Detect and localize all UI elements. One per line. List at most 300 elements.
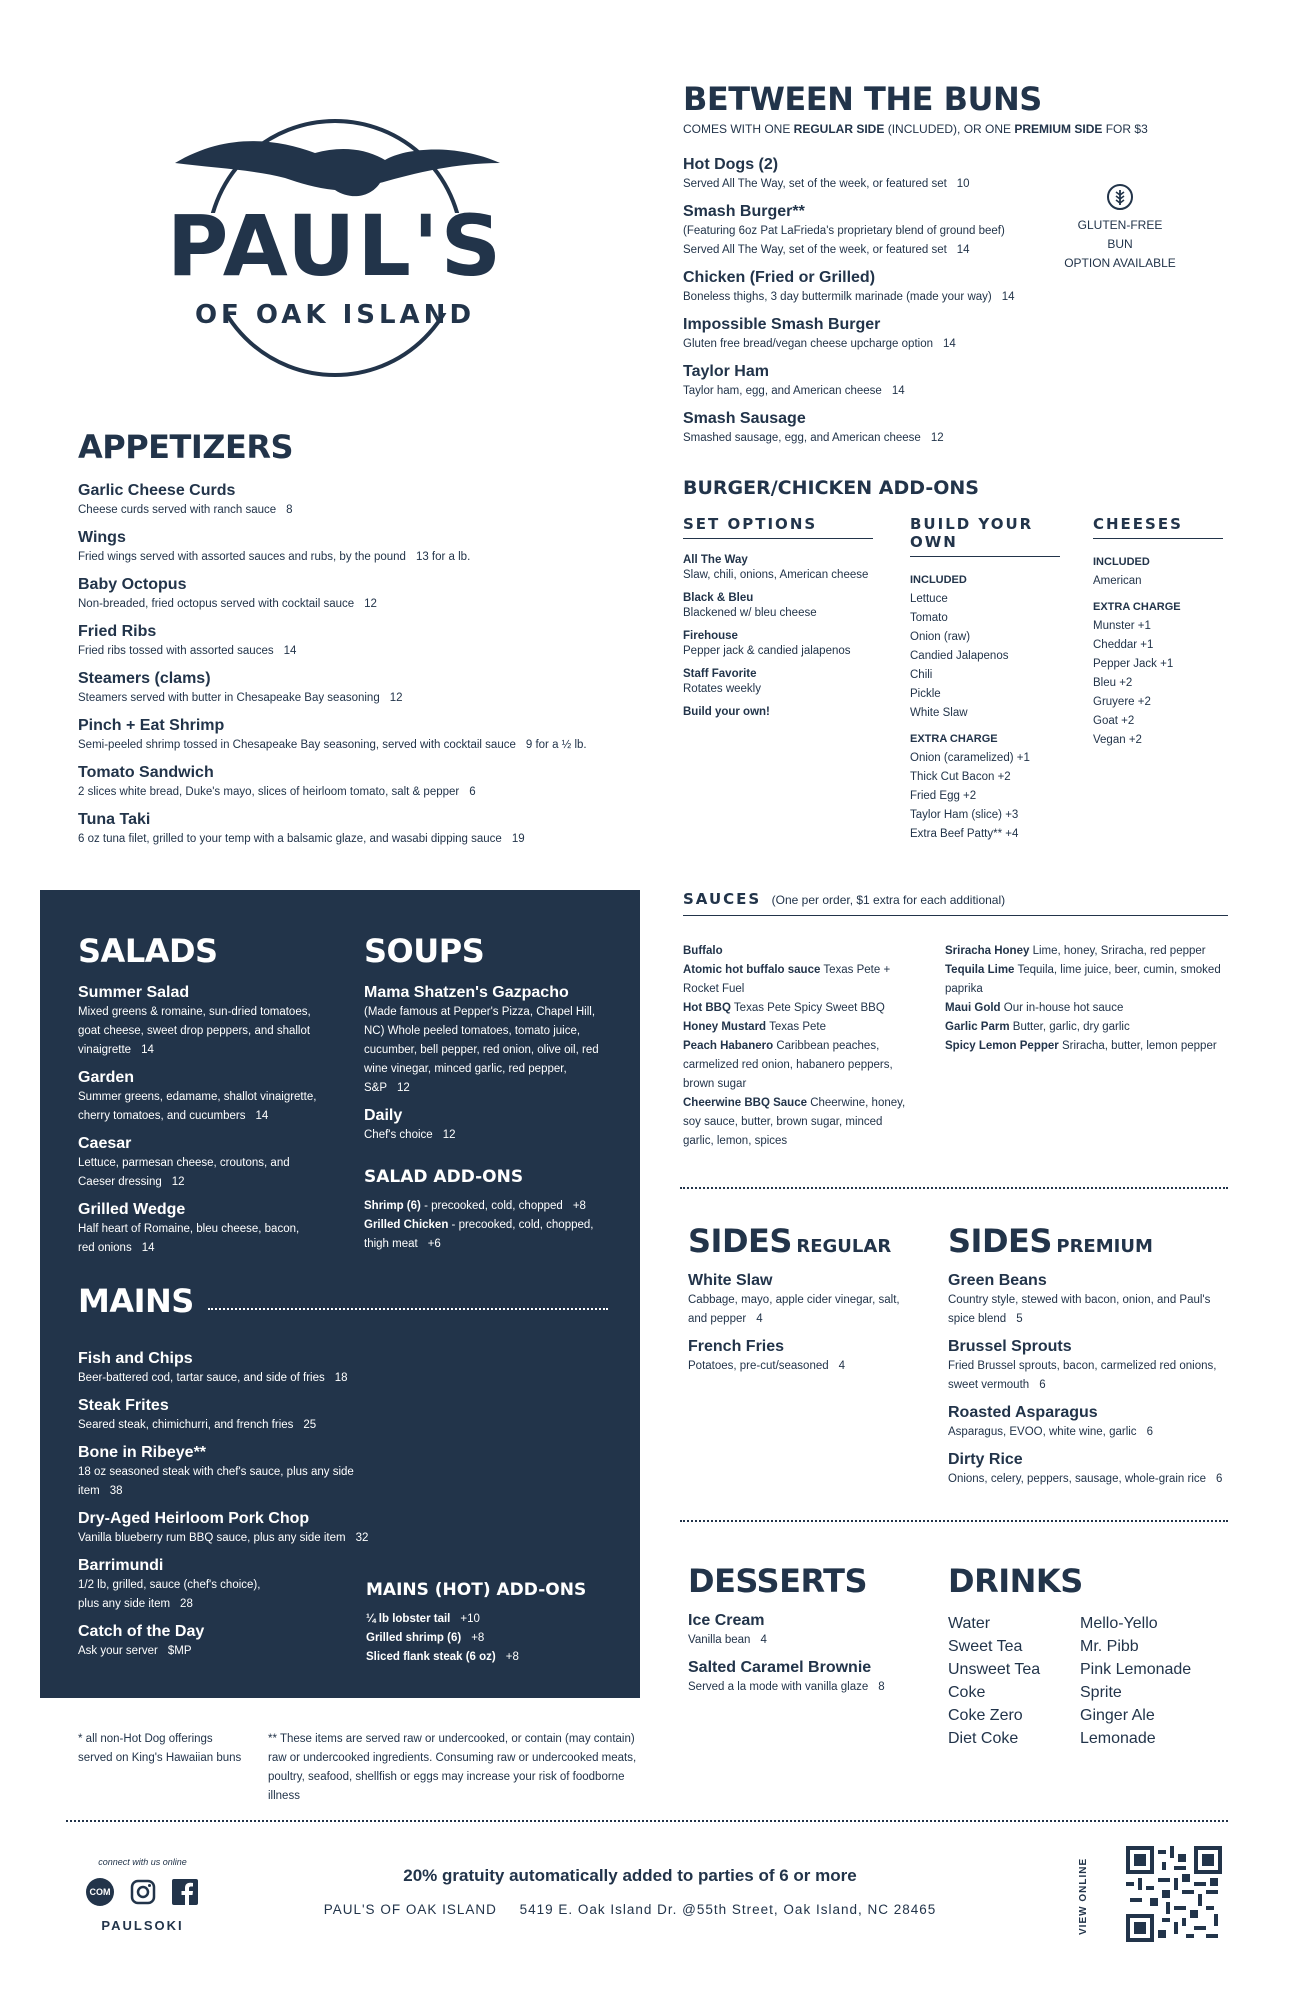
dessert-desc: Vanilla bean (688, 1634, 751, 1646)
appetizer-item (78, 715, 638, 755)
salad-desc: Lettuce, parmesan cheese, croutons, and Caeser dressing (78, 1157, 290, 1188)
btb-item-name: Hot Dogs (2) (683, 156, 779, 173)
salads-section (78, 932, 318, 1265)
side-name: Roasted Asparagus (948, 1404, 1098, 1421)
cheeses-column (1093, 515, 1223, 750)
side-item (688, 1270, 903, 1329)
set-options-title: SET OPTIONS (683, 515, 818, 533)
salad-addon-name: Grilled Chicken (364, 1219, 449, 1231)
btb-item (683, 314, 1243, 354)
main-name: Barrimundi (78, 1557, 164, 1574)
sauce-name: Honey Mustard (683, 1021, 767, 1033)
mains-section (78, 1348, 378, 1668)
cheese: Gruyere +2 (1093, 696, 1151, 708)
sauce-name: Spicy Lemon Pepper (945, 1040, 1059, 1052)
mains-addon-name: Grilled shrimp (6) (366, 1632, 462, 1644)
dotted-divider (680, 1187, 1228, 1189)
side-item (948, 1336, 1228, 1395)
sauce-name: Sriracha Honey (945, 945, 1030, 957)
appetizer-price: 8 (286, 504, 293, 516)
side-name: French Fries (688, 1338, 785, 1355)
included-label: INCLUDED (1093, 556, 1150, 568)
salad-price: 14 (141, 1044, 154, 1056)
btb-item-name: Chicken (Fried or Grilled) (683, 269, 876, 286)
divider (910, 556, 1060, 557)
side-desc: Country style, stewed with bacon, onion, and Paul's spice blend (948, 1294, 1211, 1325)
facebook-icon[interactable] (172, 1879, 198, 1905)
salad-item (78, 1067, 318, 1126)
sides-regular-header (688, 1222, 903, 1260)
side-desc: Potatoes, pre-cut/seasoned (688, 1360, 829, 1372)
sides-premium-section (948, 1222, 1228, 1496)
sauce-desc: Texas Pete (769, 1021, 826, 1033)
salad-item (78, 1133, 318, 1192)
dessert-name: Salted Caramel Brownie (688, 1659, 872, 1676)
sauce-item (683, 1037, 908, 1094)
set-option-name: Build your own! (683, 706, 770, 718)
btb-item-desc: Served All The Way, set of the week, or featured set (683, 178, 947, 190)
appetizer-desc: 6 oz tuna filet, grilled to your temp with a balsamic glaze, and wasabi dipping sauce (78, 833, 502, 845)
sauce-desc: Sriracha, butter, lemon pepper (1061, 1040, 1217, 1052)
soup-item (364, 1105, 609, 1145)
extra-charge-label: EXTRA CHARGE (910, 733, 998, 745)
soup-price: 12 (397, 1082, 410, 1094)
salad-addon-price: +8 (572, 1200, 586, 1212)
mains-addons-section (366, 1580, 616, 1667)
salad-addon-desc: - precooked, cold, chopped, thigh meat (364, 1219, 594, 1250)
drink-item: Coke (948, 1684, 986, 1701)
sauce-name: Garlic Parm (945, 1021, 1010, 1033)
btb-item-desc: (Featuring 6oz Pat LaFrieda's proprietary blend of ground beef) (683, 225, 1005, 237)
appetizer-item (78, 762, 638, 802)
drink-item: Pink Lemonade (1080, 1661, 1192, 1678)
desserts-section (688, 1562, 918, 1704)
main-desc: 18 oz seasoned steak with chef's sauce, plus any side item (78, 1466, 354, 1497)
sauce-item (945, 961, 1225, 999)
set-option (683, 629, 873, 659)
btb-item-desc: Boneless thighs, 3 day buttermilk marinade (made your way) (683, 291, 992, 303)
cheese: Vegan +2 (1093, 734, 1142, 746)
website-icon[interactable]: COM (86, 1878, 114, 1906)
appetizer-desc: Fried wings served with assorted sauces and rubs, by the pound (78, 551, 406, 563)
mains-title: MAINS (78, 1282, 194, 1320)
side-desc: Onions, celery, peppers, sausage, whole-grain rice (948, 1473, 1207, 1485)
side-desc: Cabbage, mayo, apple cider vinegar, salt, and pepper (688, 1294, 900, 1325)
drinks-column (948, 1612, 1080, 1750)
divider (683, 915, 1228, 916)
btb-item-price: 12 (930, 432, 944, 444)
main-name: Fish and Chips (78, 1350, 193, 1367)
sauce-item (683, 942, 908, 961)
salad-name: Garden (78, 1069, 135, 1086)
mains-addon-price: +8 (471, 1632, 485, 1644)
set-option (683, 667, 873, 697)
mains-dotted-rule (208, 1308, 608, 1310)
gluten-free-line: OPTION AVAILABLE (1064, 256, 1176, 270)
soup-item (364, 982, 609, 1098)
side-name: Dirty Rice (948, 1451, 1023, 1468)
appetizer-item (78, 809, 638, 849)
salad-name: Caesar (78, 1135, 132, 1152)
gluten-free-line: BUN (1107, 237, 1133, 251)
qr-code[interactable] (1126, 1846, 1222, 1942)
salad-item (78, 982, 318, 1060)
appetizer-desc: Non-breaded, fried octopus served with cocktail sauce (78, 598, 355, 610)
main-item (78, 1555, 268, 1614)
drink-item: Sprite (1080, 1684, 1122, 1701)
salad-item (78, 1199, 318, 1258)
mains-addon-price: +10 (460, 1613, 480, 1625)
main-price: 18 (334, 1372, 348, 1384)
topping: White Slaw (910, 707, 968, 719)
dotted-divider (680, 1520, 1228, 1522)
cheeses-title: CHEESES (1093, 515, 1183, 533)
sauces-note: (One per order, $1 extra for each additional) (771, 893, 1006, 907)
wheat-icon (1106, 183, 1134, 211)
topping: Onion (raw) (910, 631, 971, 643)
sauce-item (683, 961, 908, 999)
sauce-item (945, 942, 1225, 961)
soups-title: SOUPS (364, 932, 485, 970)
set-option-desc: Blackened w/ bleu cheese (683, 607, 817, 619)
sauce-desc: Caribbean peaches, carmelized red onion, habanero peppers, brown sugar (683, 1040, 893, 1090)
appetizer-item (78, 527, 638, 567)
mains-addon (366, 1629, 616, 1648)
side-item (948, 1402, 1228, 1442)
side-desc: Fried Brussel sprouts, bacon, carmelized red onions, sweet vermouth (948, 1360, 1217, 1391)
salad-addon-name: Shrimp (6) (364, 1200, 421, 1212)
drink-item: Water (948, 1615, 991, 1632)
set-option-name: Staff Favorite (683, 668, 757, 680)
divider (683, 538, 873, 539)
soups-section (364, 932, 609, 1254)
instagram-icon[interactable] (130, 1879, 156, 1905)
btb-item-price: 14 (891, 385, 905, 397)
desserts-title: DESSERTS (688, 1562, 868, 1600)
appetizer-price: 19 (511, 833, 525, 845)
main-item (78, 1442, 378, 1501)
set-option (683, 591, 873, 621)
drink-item: Diet Coke (948, 1730, 1019, 1747)
set-option-desc: Pepper jack & candied jalapenos (683, 645, 851, 657)
appetizer-price: 14 (283, 645, 297, 657)
logo-subtitle: OF OAK ISLAND (194, 300, 476, 330)
set-option-desc: Rotates weekly (683, 683, 761, 695)
sauces-right-column (945, 942, 1225, 1056)
side-name: White Slaw (688, 1272, 773, 1289)
mains-addon-price: +8 (505, 1651, 519, 1663)
logo-name: PAUL'S (166, 197, 504, 295)
main-item (78, 1395, 378, 1435)
extra-topping: Extra Beef Patty** +4 (910, 828, 1019, 840)
btb-item (683, 361, 1243, 401)
topping: Chili (910, 669, 933, 681)
dessert-item (688, 1657, 918, 1697)
drink-item: Mello-Yello (1080, 1615, 1158, 1632)
topping: Lettuce (910, 593, 948, 605)
cheese: Bleu +2 (1093, 677, 1133, 689)
side-price: 6 (1216, 1473, 1223, 1485)
appetizer-name: Tuna Taki (78, 811, 151, 828)
footnote-raw-warning: ** These items are served raw or undercooked, or contain (may contain) raw or undercooked ingredients. Consuming raw or undercooked meats, poultry, seafood, shellfish or eggs may increase your risk of foodborne illness (268, 1733, 637, 1802)
main-desc: Seared steak, chimichurri, and french fries (78, 1419, 294, 1431)
appetizer-desc: Cheese curds served with ranch sauce (78, 504, 277, 516)
side-name: Brussel Sprouts (948, 1338, 1072, 1355)
appetizer-name: Steamers (clams) (78, 670, 211, 687)
main-desc: Vanilla blueberry rum BBQ sauce, plus any side item (78, 1532, 346, 1544)
between-the-buns-title: BETWEEN THE BUNS (683, 80, 1042, 118)
btb-item-price: 14 (1001, 291, 1015, 303)
side-desc: Asparagus, EVOO, white wine, garlic (948, 1426, 1137, 1438)
build-your-own-column (910, 515, 1060, 844)
salad-addon (364, 1197, 609, 1216)
extra-topping: Thick Cut Bacon +2 (910, 771, 1011, 783)
side-item (948, 1270, 1228, 1329)
extra-charge-label: EXTRA CHARGE (1093, 601, 1181, 613)
extra-topping: Fried Egg +2 (910, 790, 977, 802)
main-item (78, 1621, 378, 1661)
dessert-price: 4 (760, 1634, 767, 1646)
appetizers-title: APPETIZERS (78, 428, 294, 466)
main-desc: Beer-battered cod, tartar sauce, and side of fries (78, 1372, 325, 1384)
sauce-desc: Cheerwine, honey, soy sauce, butter, brown sugar, minced garlic, lemon, spices (683, 1097, 906, 1147)
cheese: Cheddar +1 (1093, 639, 1154, 651)
drink-item: Unsweet Tea (948, 1661, 1041, 1678)
main-item (78, 1508, 378, 1548)
set-option-name: Black & Bleu (683, 592, 754, 604)
sauce-item (683, 1094, 908, 1151)
sauce-name: Buffalo (683, 945, 723, 957)
gluten-free-badge (1050, 183, 1190, 273)
sauce-name: Tequila Lime (945, 964, 1015, 976)
set-option-desc: Slaw, chili, onions, American cheese (683, 569, 869, 581)
appetizer-name: Baby Octopus (78, 576, 187, 593)
drinks-section (948, 1562, 1228, 1750)
salad-addon-desc: - precooked, cold, chopped (420, 1200, 563, 1212)
salad-name: Grilled Wedge (78, 1201, 186, 1218)
salad-price: 14 (141, 1242, 155, 1254)
appetizer-name: Garlic Cheese Curds (78, 482, 236, 499)
soup-name: Mama Shatzen's Gazpacho (364, 984, 569, 1001)
social-icons (86, 1878, 198, 1906)
btb-item-desc: Gluten free bread/vegan cheese upcharge option (683, 338, 933, 350)
set-options-column (683, 515, 873, 728)
social-handle: PAULSOKI (101, 1918, 184, 1933)
btb-item (683, 408, 1243, 448)
sides-premium-title: SIDES (948, 1222, 1052, 1260)
side-price: 4 (756, 1313, 763, 1325)
connect-label: connect with us online (98, 1857, 187, 1867)
footnote-buns: * all non-Hot Dog offerings served on King's Hawaiian buns (78, 1733, 242, 1764)
cheese: Pepper Jack +1 (1093, 658, 1174, 670)
main-name: Catch of the Day (78, 1623, 205, 1640)
appetizer-item (78, 480, 638, 520)
set-option (683, 705, 873, 720)
build-your-own-title: BUILD YOUR OWN (910, 515, 1034, 551)
appetizer-desc: 2 slices white bread, Duke's mayo, slices of heirloom tomato, salt & pepper (78, 786, 460, 798)
salad-addon (364, 1216, 609, 1254)
address-text: 5419 E. Oak Island Dr. @55th Street, Oak Island, NC 28465 (519, 1902, 937, 1917)
mains-addon-name: Sliced flank steak (6 oz) (366, 1651, 496, 1663)
drinks-title: DRINKS (948, 1562, 1083, 1600)
appetizer-desc: Fried ribs tossed with assorted sauces (78, 645, 274, 657)
appetizer-price: 12 (364, 598, 377, 610)
sauce-desc: Tequila, lime juice, beer, cumin, smoked paprika (945, 964, 1221, 995)
appetizer-item (78, 668, 638, 708)
salad-desc: Half heart of Romaine, bleu cheese, bacon, red onions (78, 1223, 300, 1254)
sauce-item (945, 999, 1225, 1018)
btb-item-name: Smash Sausage (683, 410, 806, 427)
dessert-desc: Served a la mode with vanilla glaze (688, 1681, 869, 1693)
sauce-desc: Our in-house hot sauce (1003, 1002, 1124, 1014)
appetizer-price: 13 for a lb. (415, 551, 471, 563)
sauces-title: SAUCES (683, 890, 762, 908)
mains-addon (366, 1648, 616, 1667)
sauce-name: Cheerwine BBQ Sauce (683, 1097, 807, 1109)
sauce-name: Atomic hot buffalo sauce (683, 964, 821, 976)
sauce-item (945, 1037, 1225, 1056)
between-the-buns-subtitle: COMES WITH ONE REGULAR SIDE (INCLUDED), OR ONE PREMIUM SIDE FOR $3 (683, 122, 1148, 136)
cheese: American (1093, 575, 1142, 587)
sauce-item (683, 1018, 908, 1037)
side-price: 4 (838, 1360, 846, 1372)
set-option-name: All The Way (683, 554, 748, 566)
sauce-item (945, 1018, 1225, 1037)
dessert-item (688, 1610, 918, 1650)
btb-item-price: 14 (943, 338, 956, 350)
sides-regular-title: SIDES (688, 1222, 792, 1260)
main-name: Bone in Ribeye** (78, 1444, 207, 1461)
mains-addons-title: MAINS (HOT) ADD-ONS (366, 1580, 587, 1600)
side-item (688, 1336, 903, 1376)
drink-item: Mr. Pibb (1080, 1638, 1139, 1655)
sauce-desc: Lime, honey, Sriracha, red pepper (1032, 945, 1206, 957)
salads-title: SALADS (78, 932, 218, 970)
btb-item-desc: Served All The Way, set of the week, or featured set (683, 244, 947, 256)
topping: Tomato (910, 612, 948, 624)
divider (1093, 538, 1223, 539)
btb-item-name: Smash Burger** (683, 203, 805, 220)
address-name: PAUL'S OF OAK ISLAND (323, 1902, 497, 1917)
sauce-item (683, 999, 908, 1018)
appetizer-name: Fried Ribs (78, 623, 157, 640)
included-label: INCLUDED (910, 574, 967, 586)
footer-dotted-divider (66, 1820, 1228, 1822)
appetizer-item (78, 621, 638, 661)
sides-premium-header (948, 1222, 1228, 1260)
salad-addons-title: SALAD ADD-ONS (364, 1167, 524, 1187)
sauces-header (683, 890, 1228, 916)
main-price: 38 (109, 1485, 123, 1497)
appetizers-section (78, 428, 638, 856)
appetizer-item (78, 574, 638, 614)
btb-item-name: Taylor Ham (683, 363, 769, 380)
topping: Candied Jalapenos (910, 650, 1009, 662)
mains-addon (366, 1610, 616, 1629)
set-option-name: Firehouse (683, 630, 738, 642)
soup-price: 12 (442, 1129, 456, 1141)
sauce-desc: Texas Pete + Rocket Fuel (683, 964, 891, 995)
sides-premium-suffix: PREMIUM (1056, 1236, 1153, 1257)
salad-price: 14 (255, 1110, 269, 1122)
drinks-columns (948, 1612, 1228, 1750)
main-name: Steak Frites (78, 1397, 169, 1414)
sides-regular-suffix: REGULAR (796, 1236, 892, 1257)
side-item (948, 1449, 1228, 1489)
appetizer-desc: Steamers served with butter in Chesapeake Bay seasoning (78, 692, 380, 704)
gratuity-notice: 20% gratuity automatically added to parties of 6 or more (403, 1866, 857, 1885)
dessert-name: Ice Cream (688, 1612, 765, 1629)
soup-desc: Chef's choice (364, 1129, 433, 1141)
sauce-desc: Butter, garlic, dry garlic (1012, 1021, 1130, 1033)
salads-soups-mains-panel (40, 890, 640, 1698)
btb-item-price: 14 (956, 244, 970, 256)
extra-topping: Onion (caramelized) +1 (910, 752, 1030, 764)
salad-name: Summer Salad (78, 984, 190, 1001)
extra-topping: Taylor Ham (slice) +3 (910, 809, 1019, 821)
sauce-name: Peach Habanero (683, 1040, 774, 1052)
main-name: Dry-Aged Heirloom Pork Chop (78, 1510, 310, 1527)
address-line (300, 1902, 960, 1917)
topping: Pickle (910, 688, 941, 700)
cheese: Munster +1 (1093, 620, 1151, 632)
addons-title: BURGER/CHICKEN ADD-ONS (683, 477, 979, 499)
appetizer-price: 9 for a ½ lb. (525, 739, 587, 751)
main-desc: Ask your server (78, 1645, 158, 1657)
drink-item: Coke Zero (948, 1707, 1023, 1724)
appetizer-desc: Semi-peeled shrimp tossed in Chesapeake Bay seasoning, served with cocktail sauce (78, 739, 516, 751)
dessert-price: 8 (878, 1681, 885, 1693)
drinks-column (1080, 1612, 1191, 1750)
main-price: 25 (303, 1419, 317, 1431)
side-price: 6 (1146, 1426, 1153, 1438)
appetizer-price: 12 (389, 692, 403, 704)
sauces-left-column (683, 942, 908, 1151)
side-price: 6 (1039, 1379, 1046, 1391)
qr-code-icon (1126, 1846, 1222, 1942)
salad-desc: Summer greens, edamame, shallot vinaigrette, cherry tomatoes, and cucumbers (78, 1091, 317, 1122)
drink-item: Lemonade (1080, 1730, 1156, 1747)
main-item (78, 1348, 378, 1388)
sauce-name: Maui Gold (945, 1002, 1001, 1014)
appetizer-name: Pinch + Eat Shrimp (78, 717, 225, 734)
appetizer-name: Tomato Sandwich (78, 764, 214, 781)
mains-addon-name: ¼ lb lobster tail (366, 1613, 451, 1625)
salad-desc: Mixed greens & romaine, sun-dried tomatoes, goat cheese, sweet drop peppers, and shallot vinaigrette (78, 1006, 311, 1056)
btb-item (683, 267, 1243, 307)
btb-item-name: Impossible Smash Burger (683, 316, 881, 333)
appetizer-name: Wings (78, 529, 126, 546)
main-price: 28 (180, 1598, 193, 1610)
sauce-desc: Texas Pete Spicy Sweet BBQ (733, 1002, 885, 1014)
side-name: Green Beans (948, 1272, 1047, 1289)
salad-price: 12 (171, 1176, 185, 1188)
gluten-free-line: GLUTEN-FREE (1077, 218, 1163, 232)
drink-item: Sweet Tea (948, 1638, 1023, 1655)
appetizer-price: 6 (469, 786, 476, 798)
mains-header (78, 1282, 608, 1320)
cheese: Goat +2 (1093, 715, 1135, 727)
btb-item-desc: Taylor ham, egg, and American cheese (683, 385, 882, 397)
set-option (683, 553, 873, 583)
side-price: 5 (1016, 1313, 1023, 1325)
main-price: 32 (355, 1532, 369, 1544)
soup-desc: (Made famous at Pepper's Pizza, Chapel Hill, NC) Whole peeled tomatoes, tomato juice, cucumber, bell pepper, red onion, olive oil, red wine vinegar, minced garlic, red pepper, S&P (364, 1006, 599, 1094)
main-price: $MP (167, 1645, 192, 1657)
sides-regular-section (688, 1222, 903, 1383)
sauce-name: Hot BBQ (683, 1002, 731, 1014)
btb-item-desc: Smashed sausage, egg, and American cheese (683, 432, 921, 444)
